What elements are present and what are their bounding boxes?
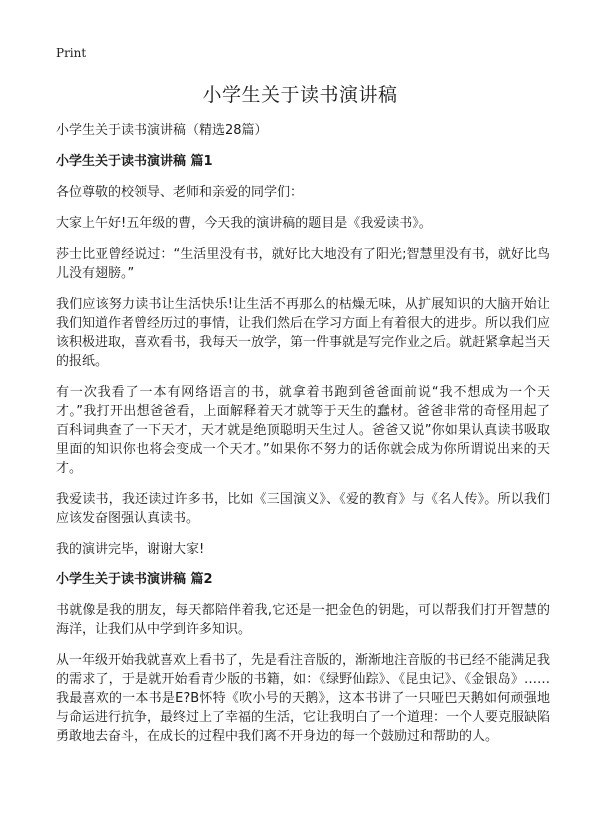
document-subtitle: 小学生关于读书演讲稿（精选28篇） (56, 123, 268, 138)
paragraph: 我们应该努力读书让生活快乐!让生活不再那么的枯燥无味，从扩展知识的大脑开始让我们知道作者曾经历过的事情，让我们然后在学习方面上有着很大的进步。所以我们应该积极进取，喜欢看书，我每天一放学，第一件事就是写完作业之后。就赶紧拿起当天的报纸。 (56, 297, 551, 369)
paragraph: 各位尊敬的校领导、老师和亲爱的同学们： (56, 185, 304, 200)
paragraph: 我的演讲完毕，谢谢大家! (56, 542, 205, 557)
paragraph: 有一次我看了一本有网络语言的书，就拿着书跑到爸爸面前说“我不想成为一个天才。”我打开出想爸爸看，上面解释着天才就等于天生的蠢材。爸爸非常的奇怪用起了百科词典查了一下天才，天才就是绝顶聪明天生过人。爸爸又说”你如果认真读书吸取里面的知识你也将会变成一个天才。”如果你不努力的话你就会成为你所谓说出来的天才。 (56, 385, 550, 476)
paragraph: 莎士比亚曾经说过：“生活里没有书，就好比大地没有了阳光;智慧里没有书，就好比鸟儿没有翅膀。” (56, 247, 550, 281)
paragraph: 书就像是我的朋友，每天都陪伴着我,它还是一把金色的钥匙，可以帮我们打开智慧的海洋，让我们从中学到许多知识。 (56, 603, 550, 637)
document-body (56, 122, 550, 758)
page-title: 小学生关于读书演讲稿 (202, 84, 398, 106)
paragraph: 大家上午好!五年级的曹，今天我的演讲稿的题目是《我爱读书》。 (56, 216, 432, 231)
paragraph: 我爱读书，我还读过许多书，比如《三国演义》、《爱的教育》与《名人传》。所以我们应该发奋图强认真读书。 (56, 492, 550, 526)
print-link[interactable]: Print (56, 46, 87, 60)
section-heading-1: 小学生关于读书演讲稿 篇1 (56, 154, 213, 169)
section-heading-2: 小学生关于读书演讲稿 篇2 (56, 572, 213, 587)
paragraph: 从一年级开始我就喜欢上看书了，先是看注音版的，渐渐地注音版的书已经不能满足我的需求了，于是就开始看青少版的书籍，如：《绿野仙踪》、《昆虫记》、《金银岛》……我最喜欢的一本书是E?B怀特《吹小号的天鹅》，这本书讲了一只哑巴天鹅如何顽强地与命运进行抗争，最终过上了幸福的生活，它让我明白了一个道理：一个人要克服缺陷勇敢地去奋斗，在成长的过程中我们离不开身边的每一个鼓励过和帮助的人。 (56, 653, 551, 744)
